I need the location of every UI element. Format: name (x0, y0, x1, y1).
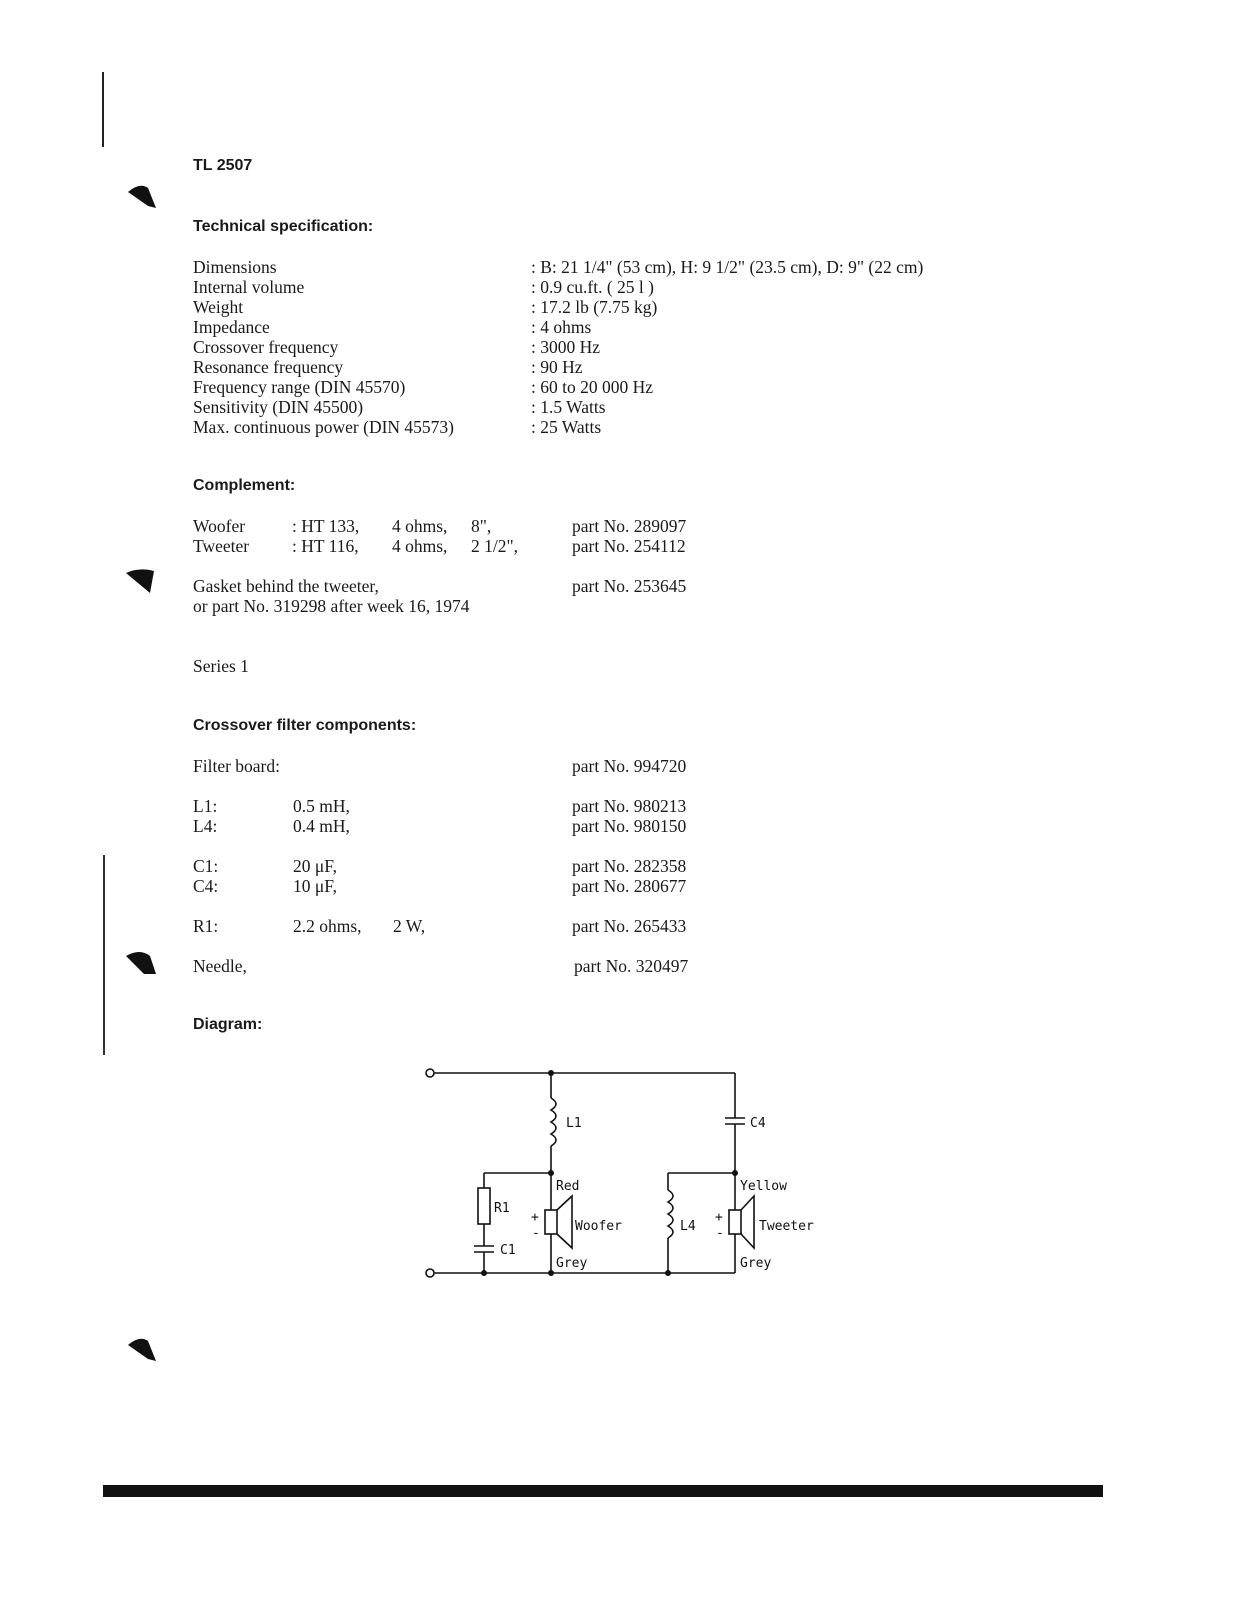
woofer-part: part No. 289097 (572, 516, 687, 536)
woofer-symbol (545, 1210, 557, 1234)
binder-mark-icon (126, 1335, 160, 1363)
label-red: Red (556, 1179, 580, 1194)
inductor-l4 (668, 1190, 673, 1238)
woofer-size: 8", (471, 516, 492, 536)
c4-part: part No. 280677 (572, 876, 687, 896)
c1-part: part No. 282358 (572, 856, 687, 876)
label-tweeter-minus: - (716, 1226, 724, 1241)
r1-watt: 2 W, (393, 916, 426, 936)
label-woofer-plus: + (531, 1210, 539, 1225)
model-title: TL 2507 (193, 157, 253, 174)
inductor-l1 (551, 1098, 556, 1146)
label-l4: L4 (680, 1219, 696, 1234)
label-l1: L1 (566, 1116, 582, 1131)
complement-heading: Complement: (193, 477, 296, 494)
spec-value: : 25 Watts (531, 417, 602, 437)
input-terminal-top (426, 1069, 434, 1077)
c1-label: C1: (193, 856, 219, 876)
spec-label: Crossover frequency (193, 337, 339, 357)
label-grey-tweeter: Grey (740, 1256, 772, 1271)
l4-value: 0.4 mH, (293, 816, 350, 836)
spec-value: : B: 21 1/4" (53 cm), H: 9 1/2" (23.5 cm), D: 9" (22 cm) (531, 257, 924, 277)
spec-value: : 90 Hz (531, 357, 583, 377)
filter-board-label: Filter board: (193, 756, 280, 776)
tech-spec-heading: Technical specification: (193, 218, 374, 235)
gasket-alt-text: or part No. 319298 after week 16, 1974 (193, 596, 470, 616)
label-woofer-minus: - (532, 1226, 540, 1241)
l4-label: L4: (193, 816, 218, 836)
crossover-heading: Crossover filter components: (193, 717, 417, 734)
spec-label: Weight (193, 297, 244, 317)
margin-rule-lower (103, 855, 105, 1055)
woofer-name: Woofer (193, 516, 246, 536)
label-woofer: Woofer (575, 1219, 622, 1234)
c4-label: C4: (193, 876, 219, 896)
l1-value: 0.5 mH, (293, 796, 350, 816)
label-yellow: Yellow (740, 1179, 787, 1194)
spec-value: : 1.5 Watts (531, 397, 606, 417)
spec-label: Dimensions (193, 257, 277, 277)
label-r1: R1 (494, 1201, 510, 1216)
tweeter-ohms: 4 ohms, (392, 536, 448, 556)
spec-value: : 17.2 lb (7.75 kg) (531, 297, 658, 317)
l1-part: part No. 980213 (572, 796, 687, 816)
filter-board-part: part No. 994720 (572, 756, 687, 776)
r1-part: part No. 265433 (572, 916, 687, 936)
tweeter-symbol (729, 1210, 741, 1234)
binder-mark-icon (124, 948, 160, 978)
label-c1: C1 (500, 1243, 516, 1258)
spec-value: : 0.9 cu.ft. ( 25 l ) (531, 277, 654, 297)
r1-label: R1: (193, 916, 219, 936)
c1-value: 20 μF, (293, 856, 337, 876)
margin-rule (102, 72, 104, 147)
tweeter-model: : HT 116, (292, 536, 359, 556)
input-terminal-bottom (426, 1269, 434, 1277)
woofer-model: : HT 133, (292, 516, 360, 536)
c4-value: 10 μF, (293, 876, 337, 896)
tweeter-name: Tweeter (193, 536, 250, 556)
crossover-schematic (420, 1060, 840, 1290)
spec-value: : 3000 Hz (531, 337, 601, 357)
label-tweeter-plus: + (715, 1210, 723, 1225)
gasket-part: part No. 253645 (572, 576, 687, 596)
label-c4: C4 (750, 1116, 766, 1131)
needle-label: Needle, (193, 956, 247, 976)
woofer-ohms: 4 ohms, (392, 516, 448, 536)
series-label: Series 1 (193, 656, 249, 676)
spec-value: : 60 to 20 000 Hz (531, 377, 654, 397)
spec-label: Frequency range (DIN 45570) (193, 377, 406, 397)
r1-value: 2.2 ohms, (293, 916, 362, 936)
spec-label: Sensitivity (DIN 45500) (193, 397, 364, 417)
spec-label: Internal volume (193, 277, 305, 297)
resistor-r1 (478, 1188, 490, 1224)
bottom-rule (103, 1485, 1103, 1497)
spec-label: Max. continuous power (DIN 45573) (193, 417, 454, 437)
diagram-heading: Diagram: (193, 1016, 263, 1033)
binder-mark-icon (126, 182, 160, 210)
l4-part: part No. 980150 (572, 816, 687, 836)
binder-mark-icon (124, 565, 160, 595)
spec-label: Resonance frequency (193, 357, 344, 377)
label-grey-woofer: Grey (556, 1256, 588, 1271)
tweeter-part: part No. 254112 (572, 536, 686, 556)
spec-value: : 4 ohms (531, 317, 592, 337)
tweeter-size: 2 1/2", (471, 536, 519, 556)
spec-label: Impedance (193, 317, 270, 337)
gasket-text: Gasket behind the tweeter, (193, 576, 379, 596)
needle-part: part No. 320497 (574, 956, 689, 976)
label-tweeter: Tweeter (759, 1219, 814, 1234)
l1-label: L1: (193, 796, 218, 816)
